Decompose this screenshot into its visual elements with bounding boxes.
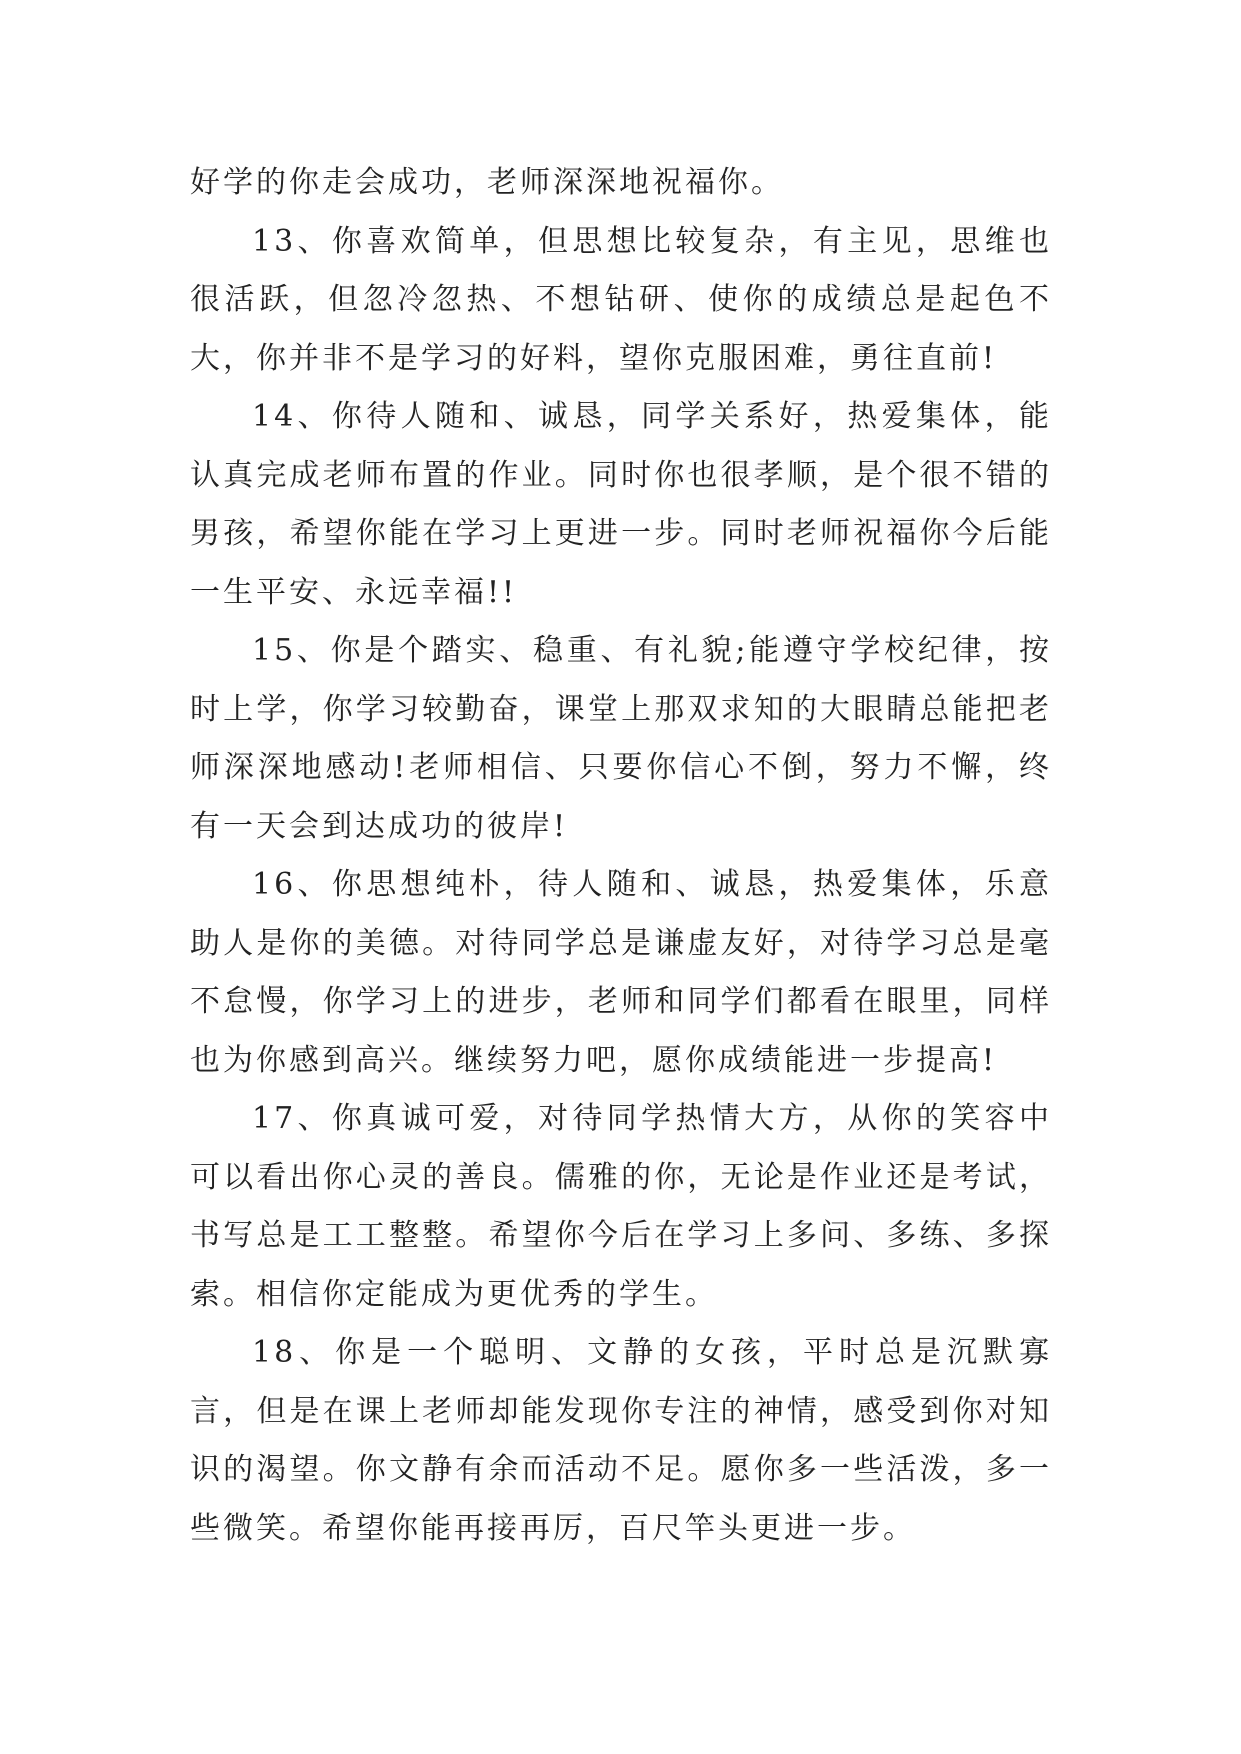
paragraph-continuation: 好学的你走会成功，老师深深地祝福你。 xyxy=(190,165,784,200)
paragraph-14: 14、你待人随和、诚恳，同学关系好，热爱集体，能认真完成老师布置的作业。同时你也很孝顺，是个很不错的男孩，希望你能在学习上更进一步。同时老师祝福你今后能一生平安、永远幸福!! xyxy=(190,399,1052,610)
document-body xyxy=(190,154,1052,1558)
paragraph-17: 17、你真诚可爱，对待同学热情大方，从你的笑容中可以看出你心灵的善良。儒雅的你，无论是作业还是考试，书写总是工工整整。希望你今后在学习上多问、多练、多探索。相信你定能成为更优秀的学生。 xyxy=(190,1101,1052,1312)
paragraph-18: 18、你是一个聪明、文静的女孩，平时总是沉默寡言，但是在课上老师却能发现你专注的神情，感受到你对知识的渴望。你文静有余而活动不足。愿你多一些活泼，多一些微笑。希望你能再接再厉，百尺竿头更进一步。 xyxy=(190,1335,1052,1546)
paragraph-15: 15、你是个踏实、稳重、有礼貌;能遵守学校纪律，按时上学，你学习较勤奋，课堂上那双求知的大眼睛总能把老师深深地感动!老师相信、只要你信心不倒，努力不懈，终有一天会到达成功的彼岸! xyxy=(190,633,1052,844)
paragraph-13: 13、你喜欢简单，但思想比较复杂，有主见，思维也很活跃，但忽冷忽热、不想钻研、使你的成绩总是起色不大，你并非不是学习的好料，望你克服困难，勇往直前! xyxy=(190,223,1052,376)
paragraph-16: 16、你思想纯朴，待人随和、诚恳，热爱集体，乐意助人是你的美德。对待同学总是谦虚友好，对待学习总是毫不怠慢，你学习上的进步，老师和同学们都看在眼里，同样也为你感到高兴。继续努力吧，愿你成绩能进一步提高! xyxy=(190,867,1052,1078)
